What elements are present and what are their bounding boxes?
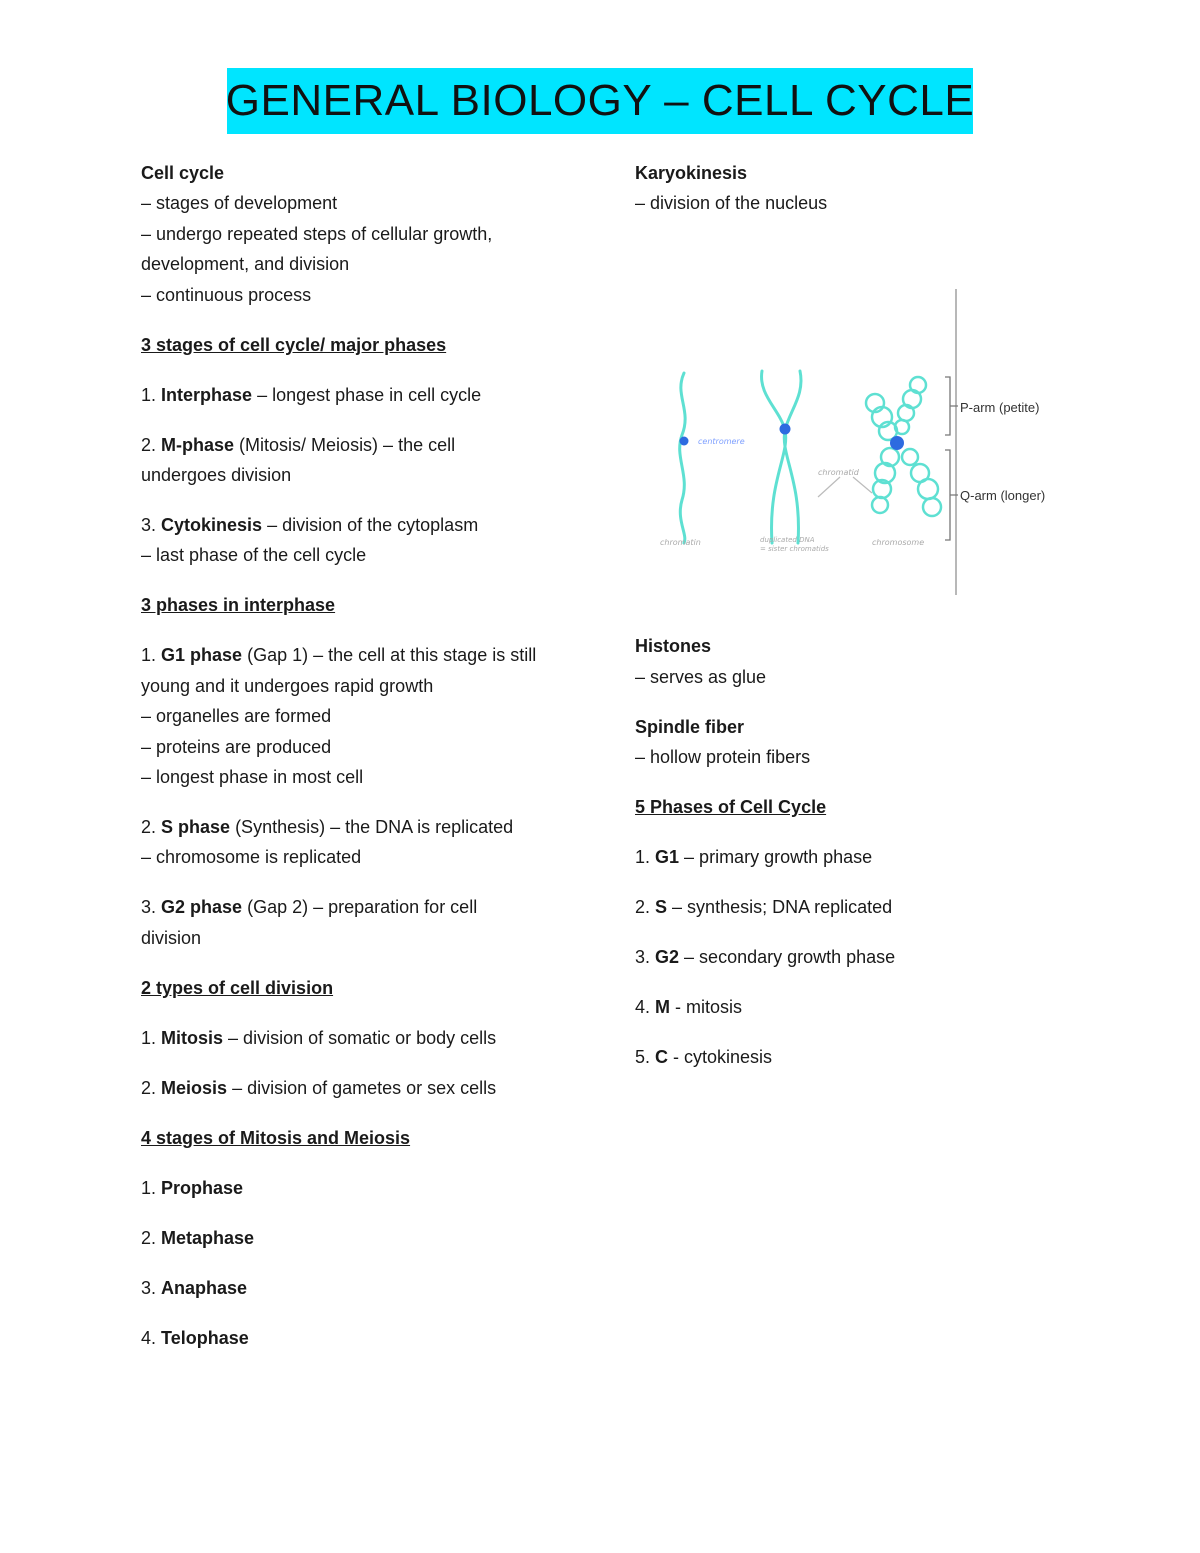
item-text: (Gap 1) – the cell at this stage is still <box>242 645 537 666</box>
text-line: – continuous process <box>141 284 312 305</box>
section-heading: Karyokinesis <box>635 163 748 183</box>
item-number: 2. <box>141 434 157 455</box>
list-item <box>635 842 1075 872</box>
list-item <box>141 1223 581 1253</box>
item-term: S phase <box>161 817 231 838</box>
interphase-heading-block <box>141 590 581 620</box>
text-line: development, and division <box>141 254 350 275</box>
item-term: Metaphase <box>161 1227 255 1248</box>
item-term: G1 <box>655 847 680 868</box>
item-text: (Gap 2) – preparation for cell <box>242 897 478 918</box>
item-number: 3. <box>141 897 157 918</box>
cell-cycle-section <box>141 158 581 310</box>
text-line: – hollow protein fibers <box>635 747 811 768</box>
karyokinesis-section <box>635 158 1075 219</box>
item-term: M <box>655 997 671 1018</box>
q-arm-label: Q-arm (longer) <box>960 488 1046 503</box>
text-line: – stages of development <box>141 193 338 214</box>
chromatin-strand <box>680 373 685 543</box>
item-text: – secondary growth phase <box>679 947 896 968</box>
item-term: Meiosis <box>161 1077 228 1098</box>
item-number: 3. <box>141 1277 157 1298</box>
text-line: – last phase of the cell cycle <box>141 545 367 566</box>
chromosome-coils <box>866 377 941 516</box>
centromere-label: centromere <box>698 437 745 446</box>
centromere-dot <box>780 424 791 435</box>
item-number: 1. <box>141 384 157 405</box>
item-text: (Synthesis) – the DNA is replicated <box>230 817 514 838</box>
item-number: 1. <box>635 847 651 868</box>
page-title: GENERAL BIOLOGY – CELL CYCLE <box>227 68 973 134</box>
list-item <box>141 1273 581 1303</box>
item-text: – synthesis; DNA replicated <box>667 897 893 918</box>
section-heading: 4 stages of Mitosis and Meiosis <box>141 1127 411 1148</box>
text-line: undergoes division <box>141 465 292 486</box>
list-item <box>141 1023 581 1053</box>
item-term: C <box>655 1047 669 1068</box>
centromere-dot <box>890 436 904 450</box>
section-heading: Cell cycle <box>141 163 225 183</box>
item-term: Prophase <box>161 1177 244 1198</box>
item-number: 1. <box>141 645 157 666</box>
chromatin-label: chromatin <box>660 538 701 547</box>
item-term: M-phase <box>161 434 235 455</box>
list-item <box>141 1173 581 1203</box>
sister-chromatid-left <box>762 371 786 543</box>
list-item <box>141 812 581 873</box>
sister-chromatid-right <box>784 371 801 543</box>
item-term: Anaphase <box>161 1277 248 1298</box>
item-term: G1 phase <box>161 645 243 666</box>
list-item <box>141 510 581 571</box>
text-line: – longest phase in most cell <box>141 767 364 788</box>
section-heading: Histones <box>635 636 712 657</box>
text-line: division <box>141 927 202 948</box>
major-phases-heading-block <box>141 330 581 360</box>
item-number: 3. <box>635 947 651 968</box>
section-heading: 3 stages of cell cycle/ major phases <box>141 334 447 355</box>
text-line: – organelles are formed <box>141 706 332 727</box>
list-item <box>635 1042 1075 1072</box>
item-text: – division of somatic or body cells <box>223 1027 497 1048</box>
list-item <box>141 380 581 410</box>
five-phases-heading-block <box>635 792 1075 822</box>
list-item <box>141 1073 581 1103</box>
section-heading: Spindle fiber <box>635 716 745 737</box>
chromosome-diagram <box>640 285 1060 600</box>
arrow <box>818 477 840 497</box>
item-term: Cytokinesis <box>161 515 263 536</box>
spindle-section <box>635 712 1075 773</box>
sister-chromatids-label: = sister chromatids <box>760 545 829 553</box>
mitosis-stages-heading-block <box>141 1123 581 1153</box>
text-line: – division of the nucleus <box>635 193 828 214</box>
item-number: 1. <box>141 1177 157 1198</box>
item-number: 2. <box>141 1077 157 1098</box>
item-number: 3. <box>141 515 157 536</box>
text-line: – proteins are produced <box>141 736 332 757</box>
list-item <box>141 430 581 491</box>
text-line: – serves as glue <box>635 666 767 687</box>
section-heading: 5 Phases of Cell Cycle <box>635 797 827 818</box>
chromosome-label: chromosome <box>872 538 925 547</box>
chromatid-label: chromatid <box>818 468 859 477</box>
item-term: G2 phase <box>161 897 243 918</box>
list-item <box>635 992 1075 1022</box>
text-line: – undergo repeated steps of cellular growth, <box>141 223 493 244</box>
item-number: 5. <box>635 1047 651 1068</box>
item-number: 2. <box>141 1227 157 1248</box>
item-term: Interphase <box>161 384 253 405</box>
item-term: S <box>655 897 668 918</box>
item-number: 1. <box>141 1027 157 1048</box>
arrow <box>853 477 872 493</box>
item-term: Mitosis <box>161 1027 224 1048</box>
list-item <box>635 892 1075 922</box>
centromere-dot <box>680 437 689 446</box>
chromosome-diagram-svg <box>640 285 1060 600</box>
left-column <box>141 158 581 1373</box>
item-text: – division of gametes or sex cells <box>227 1077 497 1098</box>
text-line: young and it undergoes rapid growth <box>141 675 434 696</box>
item-text: – primary growth phase <box>679 847 873 868</box>
item-text: - mitosis <box>670 997 743 1018</box>
item-text: – longest phase in cell cycle <box>252 384 482 405</box>
list-item <box>141 1323 581 1353</box>
item-text: (Mitosis/ Meiosis) – the cell <box>234 434 456 455</box>
list-item <box>141 640 581 792</box>
list-item <box>635 942 1075 972</box>
histones-section <box>635 631 1075 692</box>
item-number: 2. <box>141 817 157 838</box>
list-item <box>141 892 581 953</box>
item-text: - cytokinesis <box>668 1047 773 1068</box>
duplicated-label: duplicated DNA <box>760 536 815 544</box>
text-line: – chromosome is replicated <box>141 847 362 868</box>
section-heading: 2 types of cell division <box>141 977 334 998</box>
item-term: Telophase <box>161 1327 249 1348</box>
item-text: – division of the cytoplasm <box>262 515 479 536</box>
division-types-heading-block <box>141 973 581 1003</box>
item-number: 4. <box>141 1327 157 1348</box>
section-heading: 3 phases in interphase <box>141 595 336 616</box>
item-term: G2 <box>655 947 680 968</box>
p-arm-label: P-arm (petite) <box>960 400 1040 415</box>
item-number: 4. <box>635 997 651 1018</box>
item-number: 2. <box>635 897 651 918</box>
